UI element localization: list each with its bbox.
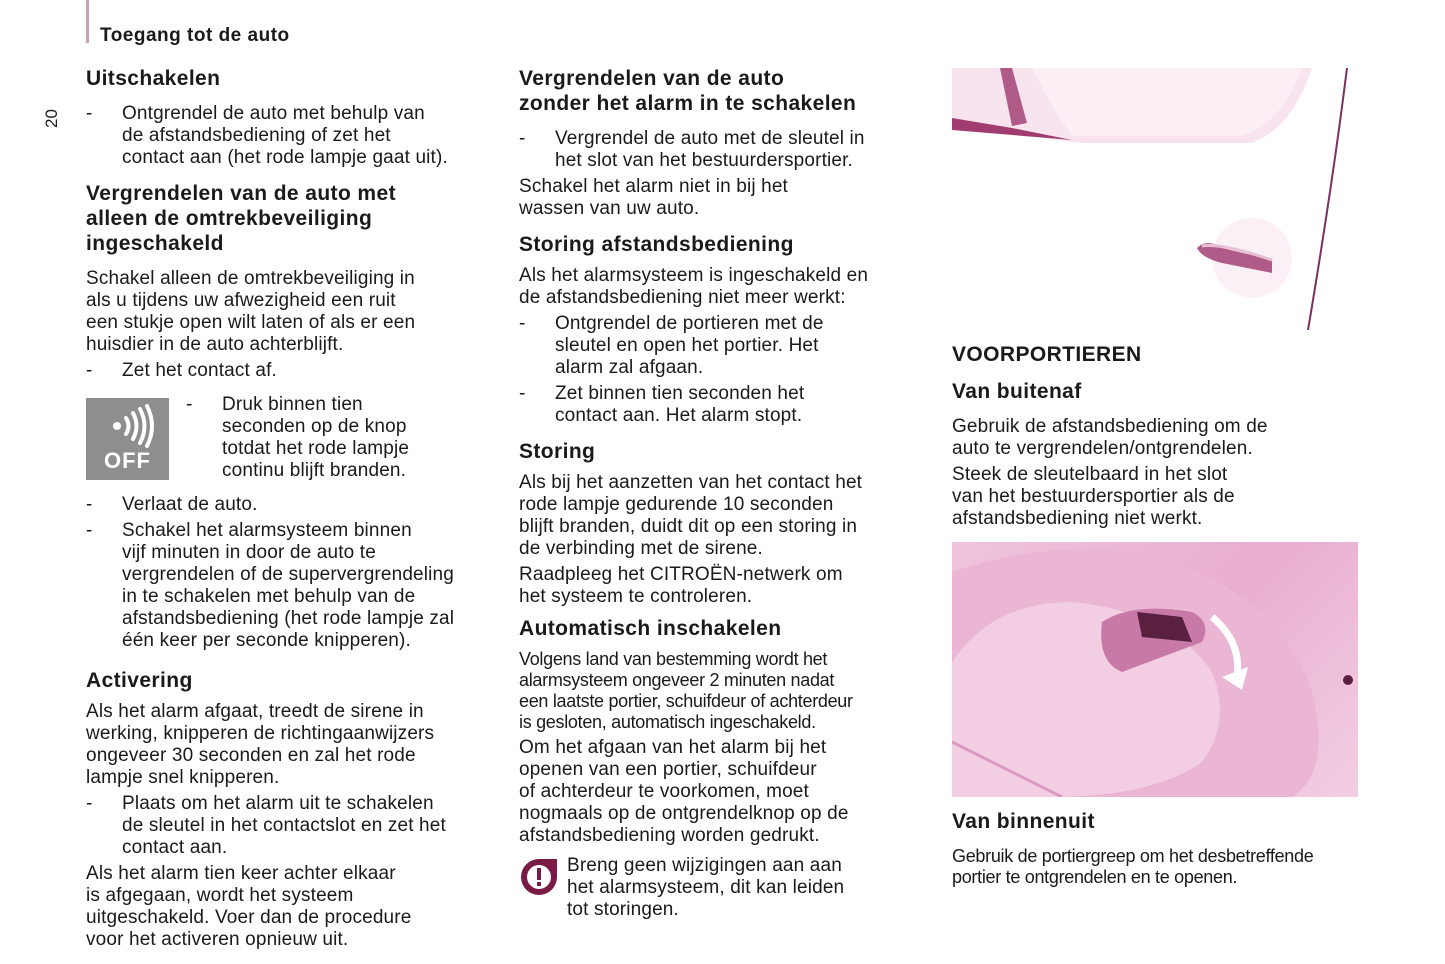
column-1: [86, 66, 454, 951]
heading-voorportieren: VOORPORTIEREN: [952, 343, 1142, 366]
bullet: - Schakel het alarmsysteem binnen vijf minuten in door de auto te vergrendelen of de supervergrendeling in te schakelen met behulp van de afstandsbediening (het rode lampje zal één keer per seconde knipperen).: [86, 520, 454, 652]
heading-automatisch: Automatisch inschakelen: [519, 617, 782, 640]
exterior-door-handle-illustration: [952, 68, 1352, 330]
paragraph: Steek de sleutelbaard in het slot van het bestuurdersportier als de afstandsbediening niet werkt.: [952, 464, 1235, 529]
page-number: 20: [42, 109, 61, 128]
alarm-off-button-icon: [86, 398, 169, 480]
paragraph: Als bij het aanzetten van het contact het rode lampje gedurende 10 seconden blijft branden, duidt dit op een storing in de verbinding met de sirene.: [519, 472, 863, 559]
bullet: - Zet het contact af.: [86, 360, 277, 382]
column-3: [952, 68, 1358, 888]
bullet: - Verlaat de auto.: [86, 494, 258, 516]
paragraph: Schakel alleen de omtrekbeveiliging in als u tijdens uw afwezigheid een ruit een stukje open wilt laten of als er een huisdier in de auto achterblijft.: [86, 268, 416, 355]
heading-storing-afstandsbediening: Storing afstandsbediening: [519, 233, 794, 256]
bullet: - Ontgrendel de auto met behulp van de afstandsbediening of zet het contact aan (het rode lampje gaat uit).: [86, 103, 448, 169]
section-title: Toegang tot de auto: [100, 25, 290, 46]
header-accent-bar: [86, 0, 89, 43]
column-2: [519, 66, 868, 921]
off-instruction-row: [86, 394, 409, 482]
bullet: - Plaats om het alarm uit te schakelen de sleutel in het contactslot en zet het contact aan.: [86, 793, 446, 859]
heading-uitschakelen: Uitschakelen: [86, 67, 221, 90]
warning-text: Breng geen wijzigingen aan aan het alarmsysteem, dit kan leiden tot storingen.: [567, 855, 845, 920]
bullet: - Vergrendel de auto met de sleutel in het slot van het bestuurdersportier.: [519, 128, 865, 172]
heading-storing: Storing: [519, 440, 596, 463]
off-label: OFF: [104, 448, 151, 473]
bullet: - Zet binnen tien seconden het contact aan. Het alarm stopt.: [519, 383, 804, 427]
interior-door-handle-illustration: [952, 542, 1358, 797]
heading-zonder-alarm: Vergrendelen van de auto zonder het alarm in te schakelen: [519, 67, 857, 115]
paragraph: Gebruik de afstandsbediening om de auto te vergrendelen/ontgrendelen.: [952, 416, 1268, 459]
warning-row: [519, 855, 844, 921]
heading-omtrek: Vergrendelen van de auto met alleen de omtrekbeveiliging ingeschakeld: [86, 182, 396, 255]
paragraph: Als het alarm afgaat, treedt de sirene in werking, knipperen de richtingaanwijzers ongeveer 30 seconden en zal het rode lampje snel knipperen.: [86, 701, 435, 788]
heading-activering: Activering: [86, 669, 193, 692]
paragraph: Volgens land van bestemming wordt het alarmsysteem ongeveer 2 minuten nadat een laatste portier, schuifdeur of achterdeur is gesloten, automatisch ingeschakeld.: [519, 649, 853, 732]
paragraph: Gebruik de portiergreep om het desbetreffende portier te ontgrendelen en te openen.: [952, 846, 1314, 887]
paragraph: Als het alarm tien keer achter elkaar is afgegaan, wordt het systeem uitgeschakeld. Voer dan de procedure voor het activeren opnieuw uit.: [86, 863, 412, 950]
heading-van-buitenaf: Van buitenaf: [952, 380, 1082, 403]
warning-icon: [519, 857, 559, 897]
bullet: - Ontgrendel de portieren met de sleutel en open het portier. Het alarm zal afgaan.: [519, 313, 824, 379]
paragraph: Schakel het alarm niet in bij het wassen van uw auto.: [519, 176, 788, 219]
bullet: - Druk binnen tien seconden op de knop totdat het rode lampje continu blijft branden.: [186, 394, 409, 482]
heading-van-binnenuit: Van binnenuit: [952, 810, 1095, 833]
paragraph: Om het afgaan van het alarm bij het openen van een portier, schuifdeur of achterdeur te voorkomen, moet nogmaals op de ontgrendelknop op de afstandsbediening worden gedrukt.: [519, 737, 849, 846]
paragraph: Als het alarmsysteem is ingeschakeld en de afstandsbediening niet meer werkt:: [519, 265, 869, 308]
paragraph: Raadpleeg het CITROËN-netwerk om het systeem te controleren.: [519, 564, 843, 607]
